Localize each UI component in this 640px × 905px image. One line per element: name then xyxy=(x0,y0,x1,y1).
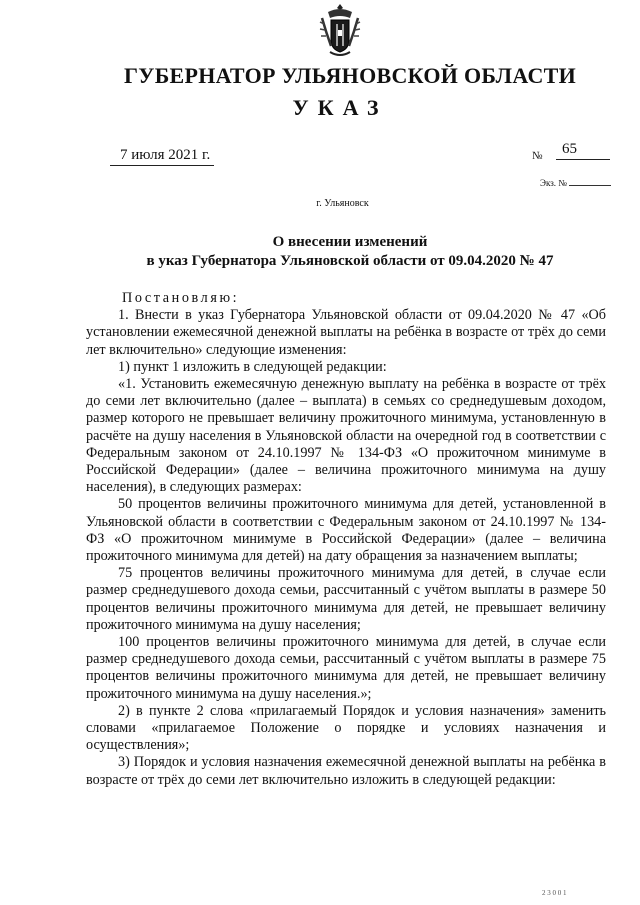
body-paragraph: 75 процентов величины прожиточного минимума для детей, в случае если размер среднедушевого дохода семьи, рассчитанный с учётом выплаты в размере 50 процентов величины прожиточного минимума для детей, не превышает величину прожиточного минимума на душу населения; xyxy=(86,565,606,633)
decree-title: УКАЗ xyxy=(292,95,388,120)
decree-date: 7 июля 2021 г. xyxy=(110,147,214,166)
decree-body xyxy=(86,290,606,789)
copy-line xyxy=(569,185,611,186)
body-paragraph: 50 процентов величины прожиточного минимума для детей, установленной в Ульяновской области в соответствии с Федеральным законом от 24.10.1997 № 134-ФЗ «О прожиточном минимуме в Российской Федерации» (далее – величина прожиточного минимума для детей) на дату обращения за назначением выплаты; xyxy=(86,496,606,565)
body-paragraph: 2) в пункте 2 слова «прилагаемый Порядок и условия назначения» заменить словами «прилагаемое Положение о порядке и условиях назначения и осуществления»; xyxy=(86,702,606,754)
copy-label: Экз. № xyxy=(540,178,567,188)
decree-subject xyxy=(0,233,640,271)
body-paragraph: 1. Внести в указ Губернатора Ульяновской области от 09.04.2020 № 47 «Об установлении ежемесячной денежной выплаты на ребёнка в возрасте от трёх до семи лет включительно» следующие изменения: xyxy=(86,307,606,358)
body-paragraph: Постановляю: xyxy=(122,290,240,306)
subject-line-1: О внесении изменений xyxy=(272,234,428,250)
governor-title: ГУБЕРНАТОР УЛЬЯНОВСКОЙ ОБЛАСТИ xyxy=(123,63,577,88)
body-paragraph: 1) пункт 1 изложить в следующей редакции: xyxy=(118,358,387,375)
body-paragraph: «1. Установить ежемесячную денежную выплату на ребёнка в возрасте от трёх до семи лет включительно (далее – выплата) в семьях со среднедушевым доходом, размер которого не превышает величину прожиточного минимума, установленную в расчёте на душу населения в Ульяновской области на очередной год в соответствии с Федеральным законом от 24.10.1997 № 134-ФЗ «О прожиточном минимуме в Российской Федерации» (далее – величина прожиточного минимума на душу населения), в следующих размерах: xyxy=(86,376,606,496)
body-paragraph: 3) Порядок и условия назначения ежемесячной денежной выплаты на ребёнка в возрасте от трёх до семи лет включительно изложить в следующей редакции: xyxy=(86,754,606,788)
number-label: № xyxy=(532,150,543,162)
coat-of-arms-icon xyxy=(318,2,362,58)
footer-mark: 2 3 0 0 1 xyxy=(542,889,567,897)
decree-number: 65 xyxy=(556,141,610,160)
copy-number xyxy=(540,178,611,188)
body-paragraph: 100 процентов величины прожиточного минимума для детей, в случае если размер среднедушевого дохода семьи, рассчитанный с учётом выплаты в размере 75 процентов величины прожиточного минимума для детей, не превышает величину прожиточного минимума на душу населения.»; xyxy=(86,634,606,702)
subject-line-2: в указ Губернатора Ульяновской области от 09.04.2020 № 47 xyxy=(146,253,554,269)
city: г. Ульяновск xyxy=(316,198,369,209)
